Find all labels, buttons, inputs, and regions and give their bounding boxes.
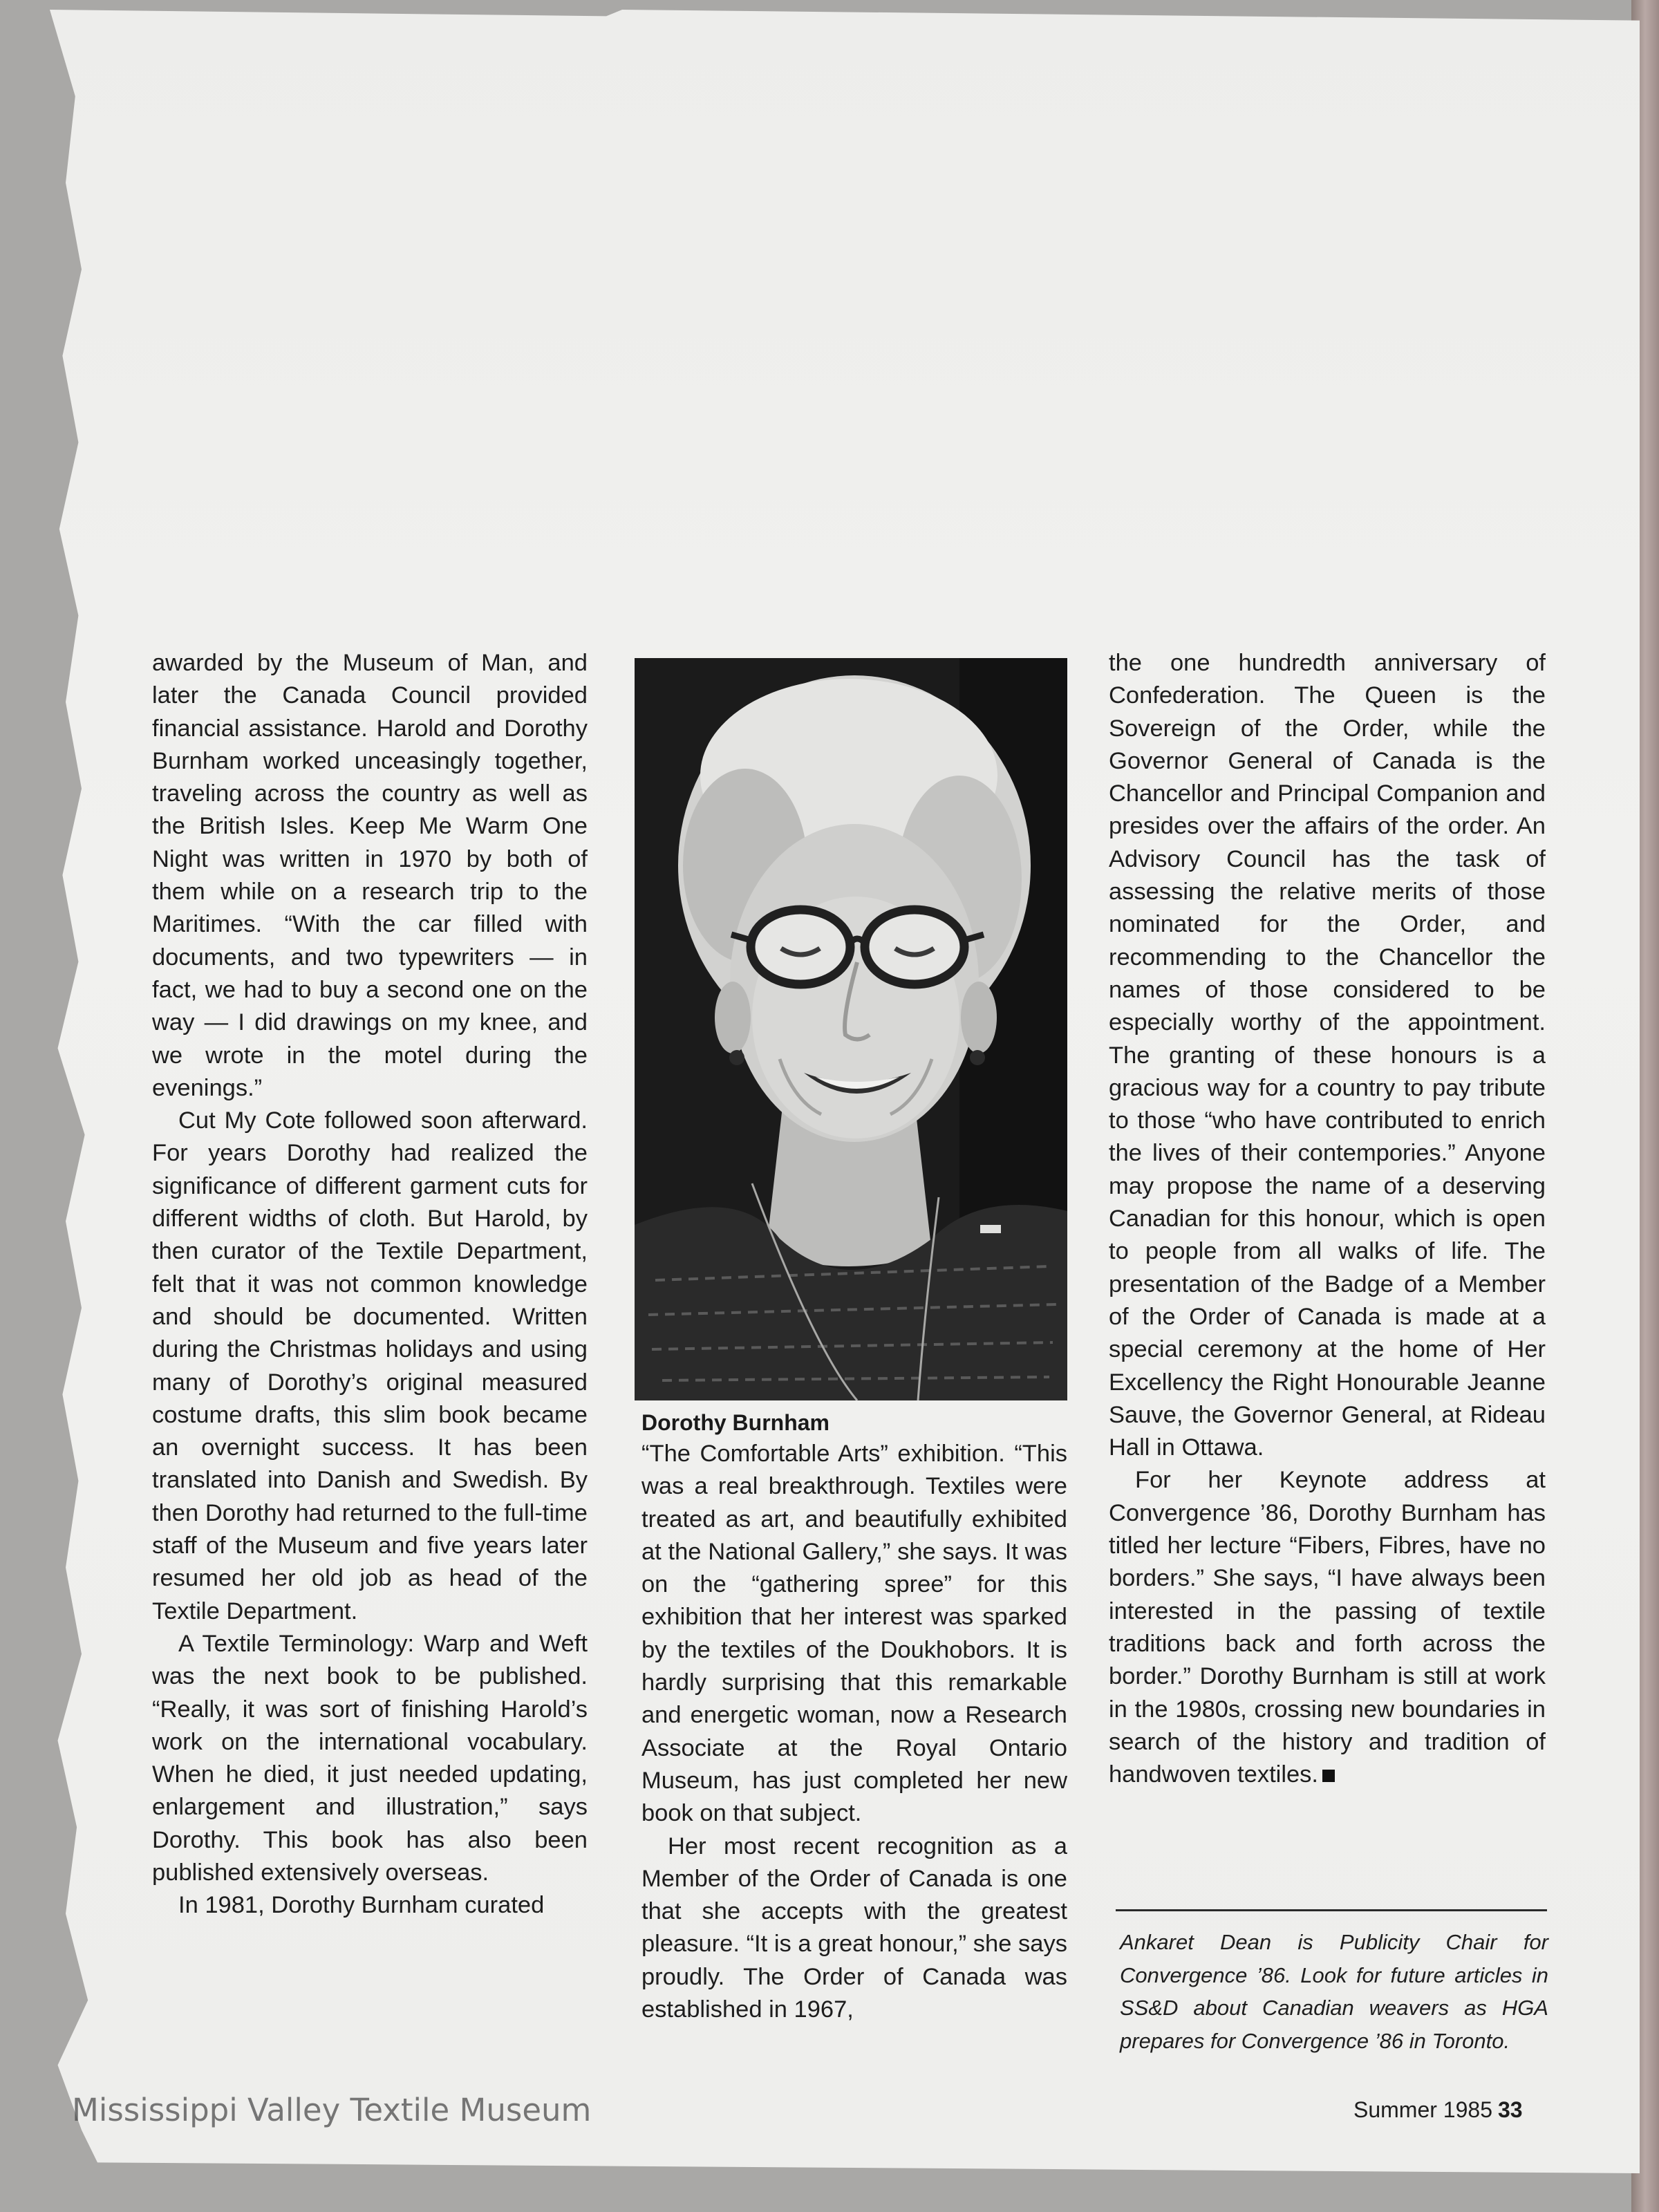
paragraph [1109, 1464, 1546, 1791]
paragraph: In 1981, Dorothy Burnham curated [178, 1892, 545, 1919]
watermark: Mississippi Valley Textile Museum [72, 2092, 592, 2128]
author-bio: Ankaret Dean is Publicity Chair for Convergence ’86. Look for future articles in SS&D about Canadian weavers as HGA prepares for Convergence ’86 in Toronto. [1120, 1930, 1548, 2053]
portrait-photo [635, 658, 1067, 1400]
text-column-1 [152, 647, 588, 1922]
page-number: 33 [1497, 2097, 1523, 2122]
end-mark-icon [1322, 1770, 1335, 1782]
paragraph: the one hundredth anniversary of Confederation. The Queen is the Sovereign of the Order, while the Governor General of Canada is the Chancellor and Principal Companion and presides over the affairs of the order. An Advisory Council has the task of assessing the relative merits of those nominated for the Order, and recommending to the Chancellor the names of those considered to be especially worthy of the appointment. The granting of these honours is a gracious way for a country to pay tribute to those “who have contributed to enrich the lives of their contempories.” Anyone may propose the name of a deserving Canadian for this honour, which is open to people from all walks of life. The presentation of the Badge of a Member of the Order of Canada is made at a special ceremony at the home of Her Excellency the Right Honourable Jeanne Sauve, the Governor General, at Rideau Hall in Ottawa. [1109, 650, 1546, 1461]
issue-date: Summer 1985 [1353, 2097, 1492, 2122]
paragraph: Cut My Cote followed soon afterward. For years Dorothy had realized the significance of different garment cuts for different widths of cloth. But Harold, by then curator of the Textile Department, felt that it was not common knowledge and should be documented. Written during the Christmas holidays and using many of Dorothy’s original measured costume drafts, this slim book became an overnight success. It has been translated into Danish and Swedish. By then Dorothy had returned to the full-time staff of the Museum and five years later resumed her old job as head of the Textile Department. [152, 1107, 588, 1624]
photo-caption: Dorothy Burnham [641, 1410, 830, 1435]
portrait-image [635, 658, 1067, 1400]
paragraph-text: For her Keynote address at Convergence ’86, Dorothy Burnham has titled her lecture “Fibers, Fibres, have no borders.” She says, “I have always been interested in the passing of textile traditions back and forth across the border.” Dorothy Burnham is still at work in the 1980s, crossing new boundaries in search of the history and tradition of handwoven textiles. [1109, 1467, 1546, 1788]
divider [1116, 1909, 1547, 1911]
folio [1353, 2097, 1523, 2123]
text-column-2 [641, 1438, 1067, 2026]
paragraph: Her most recent recognition as a Member of the Order of Canada is one that she accepts with the greatest pleasure. “It is a great honour,” she says proudly. The Order of Canada was established in 1967, [641, 1833, 1067, 2023]
paragraph: A Textile Terminology: Warp and Weft was the next book to be published. “Really, it was sort of finishing Harold’s work on the international vocabulary. When he died, it just needed updating, enlargement and illustration,” says Dorothy. This book has also been published extensively overseas. [152, 1630, 588, 1886]
text-column-3 [1109, 647, 1546, 1791]
paragraph: “The Comfortable Arts” exhibition. “This was a real breakthrough. Textiles were treated as art, and beautifully exhibited at the National Gallery,” she says. It was on the “gathering spree” for this exhibition that her interest was sparked by the textiles of the Doukhobors. It is hardly surprising that this remarkable and energetic woman, now a Research Associate at the Royal Ontario Museum, has just completed her new book on that subject. [641, 1441, 1067, 1827]
paragraph: awarded by the Museum of Man, and later the Canada Council provided financial assistance. Harold and Dorothy Burnham worked unceasingly together, traveling across the country as well as the British Isles. Keep Me Warm One Night was written in 1970 by both of them while on a research trip to the Maritimes. “With the car filled with documents, and two typewriters — in fact, we had to buy a second one on the way — I did drawings on my knee, and we wrote in the motel during the evenings.” [152, 650, 588, 1101]
